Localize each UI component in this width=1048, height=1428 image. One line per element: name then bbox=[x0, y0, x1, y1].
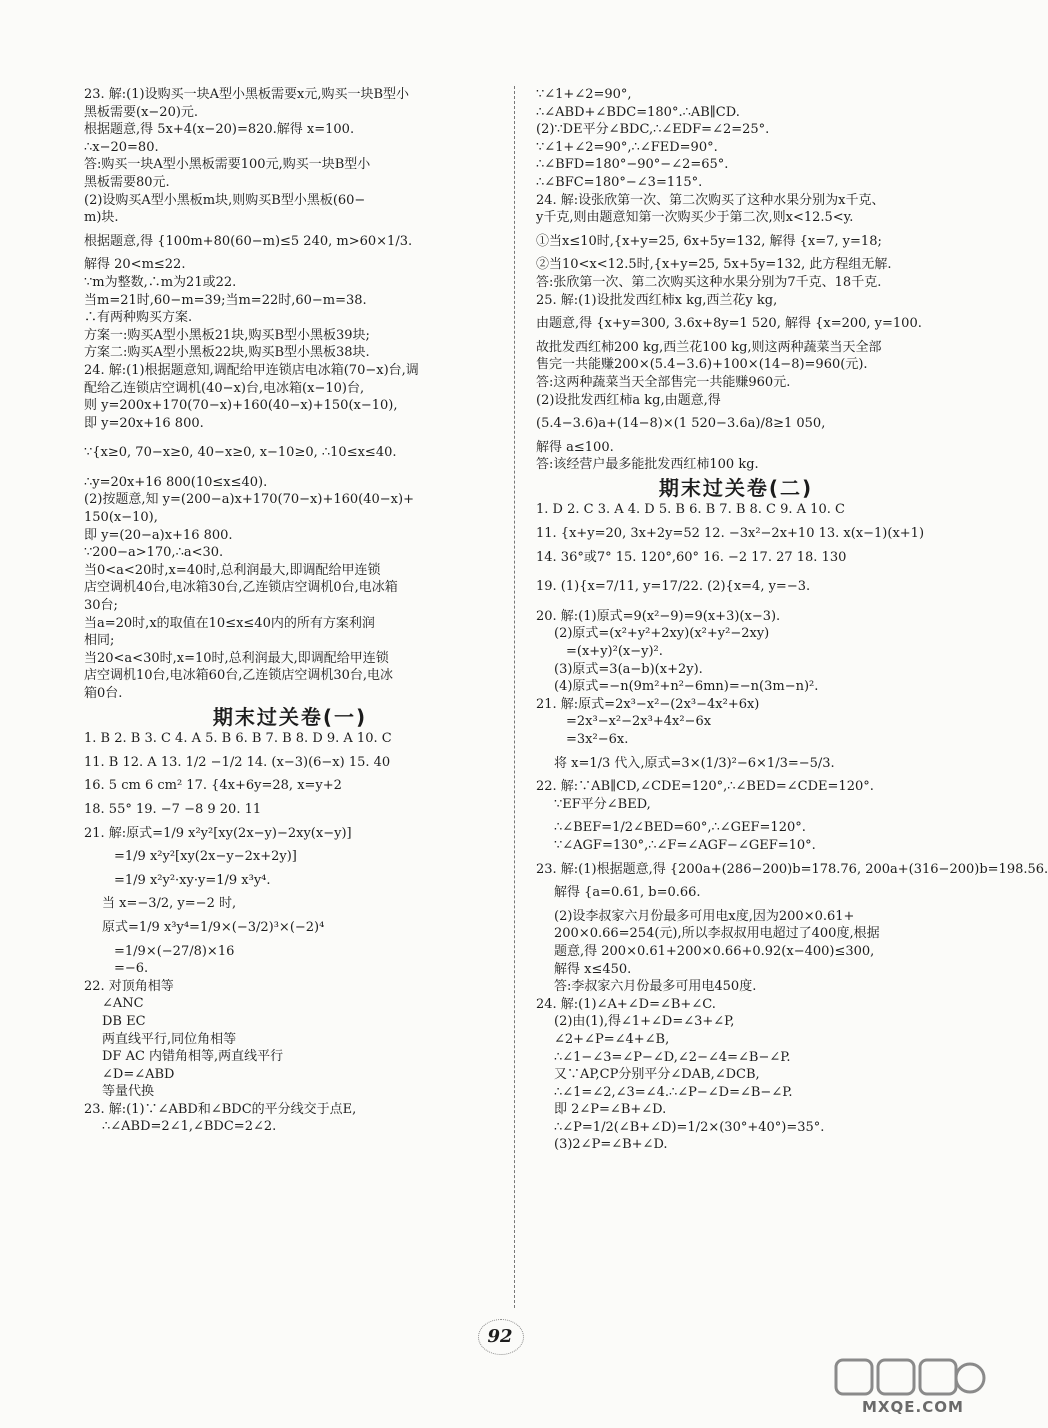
text-line: =3x²−6x. bbox=[566, 732, 629, 747]
text-line: 相同; bbox=[84, 633, 115, 649]
text-line: =(x+y)²(x−y)². bbox=[566, 644, 663, 660]
text-line: 答:李叔家六月份最多可用电450度. bbox=[554, 979, 757, 995]
text-line: 24. 解:设张欣第一次、第二次购买了这种水果分别为x千克、 bbox=[536, 192, 885, 208]
text-line: ∵200−a>170,∴a<30. bbox=[84, 545, 224, 561]
text-line: 150(x−10), bbox=[84, 510, 158, 526]
text-line: 答:这两种蔬菜当天全部售完一共能赚960元. bbox=[536, 374, 791, 390]
text-line: 答:张欣第一次、第二次购买这种水果分别为7千克、18千克. bbox=[536, 274, 882, 290]
text-line: 解得 20<m≤22. bbox=[84, 257, 186, 273]
text-line: ②当10<x<12.5时,{x+y=25, 5x+5y=132, 此方程组无解. bbox=[536, 257, 892, 273]
text-line: 24. 解:(1)∠A+∠D=∠B+∠C. bbox=[536, 996, 716, 1012]
text-line: 故批发西红柿200 kg,西兰花100 kg,则这两种蔬菜当天全部 bbox=[536, 339, 882, 355]
text-line: 21. 解:原式=2x³−x²−(2x³−4x²+6x) bbox=[536, 696, 760, 712]
text-line: DB EC bbox=[102, 1013, 146, 1029]
section-title: 期末过关卷(二) bbox=[658, 475, 814, 500]
text-line: (4)原式=−n(9m²+n²−6mn)=−n(3m−n)². bbox=[554, 679, 819, 695]
text-line: 即 y=20x+16 800. bbox=[84, 415, 204, 431]
text-line: 23. 解:(1)∵∠ABD和∠BDC的平分线交于点E, bbox=[84, 1101, 357, 1117]
text-line: ∠2+∠P=∠4+∠B, bbox=[554, 1031, 670, 1047]
text-line: 20. 解:(1)原式=9(x²−9)=9(x+3)(x−3). bbox=[536, 608, 781, 624]
text-line: 当0<a<20时,x=40时,总利润最大,即调配给甲连锁 bbox=[84, 562, 381, 578]
text-line: 根据题意,得 {100m+80(60−m)≤5 240, m>60×1/3. bbox=[84, 233, 413, 249]
answer-row: 14. 36°或7° 15. 120°,60° 16. −2 17. 27 18. 130 bbox=[536, 549, 847, 565]
text-line: ∴∠1−∠3=∠P−∠D,∠2−∠4=∠B−∠P. bbox=[554, 1049, 791, 1065]
text-line: 店空调机10台,电冰箱60台,乙连锁店空调机30台,电冰 bbox=[84, 668, 394, 684]
page-number: 92 bbox=[470, 1317, 530, 1357]
text-line: (2)原式=(x²+y²+2xy)(x²+y²−2xy) bbox=[554, 626, 770, 642]
text-line: (2)由(1),得∠1+∠D=∠3+∠P, bbox=[554, 1014, 735, 1030]
text-line: ∵EF平分∠BED, bbox=[554, 796, 651, 812]
text-line: 30台; bbox=[84, 598, 118, 614]
text-line: (3)原式=3(a−b)(x+2y). bbox=[554, 661, 703, 677]
text-line: ∴x−20=80. bbox=[84, 139, 159, 155]
text-line: 24. 解:(1)根据题意知,调配给甲连锁店电冰箱(70−x)台,调 bbox=[84, 362, 419, 378]
text-line: (2)设批发西红柿a kg,由题意,得 bbox=[536, 392, 721, 408]
text-line: ∴有两种购买方案. bbox=[84, 310, 193, 326]
text-line: 22. 对顶角相等 bbox=[84, 978, 174, 994]
text-line: (5.4−3.6)a+(14−8)×(1 520−3.6a)/8≥1 050, bbox=[536, 416, 826, 432]
text-line: =1/9 x²y²·xy·y=1/9 x³y⁴. bbox=[114, 872, 271, 888]
text-line: 当a=20时,x的取值在10≤x≤40内的所有方案利润 bbox=[84, 615, 375, 631]
answer-row: 1. D 2. C 3. A 4. D 5. B 6. B 7. B 8. C 9. A 10. C bbox=[536, 502, 845, 518]
text-line: (2)∵DE平分∠BDC,∴∠EDF=∠2=25°. bbox=[536, 122, 770, 138]
answer-row: 16. 5 cm 6 cm² 17. {4x+6y=28, x=y+2 bbox=[84, 778, 342, 794]
text-line: 题意,得 200×0.61+200×0.66+0.92(x−400)≤300, bbox=[554, 943, 875, 959]
text-line: =1/9×(−27/8)×16 bbox=[114, 943, 235, 959]
text-line: 25. 解:(1)设批发西红柿x kg,西兰花y kg, bbox=[536, 292, 778, 308]
text-line: 当20<a<30时,x=10时,总利润最大,即调配给甲连锁 bbox=[84, 650, 389, 666]
text-line: 方案一:购买A型小黑板21块,购买B型小黑板39块; bbox=[84, 327, 370, 343]
text-line: ∴∠BFC=180°−∠3=115°. bbox=[536, 174, 703, 190]
text-line: 黑板需要80元. bbox=[84, 174, 170, 190]
text-line: ①当x≤10时,{x+y=25, 6x+5y=132, 解得 {x=7, y=18; bbox=[536, 233, 882, 249]
text-line: (2)设李叔家六月份最多可用电x度,因为200×0.61+ bbox=[554, 908, 855, 924]
text-line: =2x³−x²−2x³+4x²−6x bbox=[566, 714, 712, 730]
text-line: 店空调机40台,电冰箱30台,乙连锁店空调机0台,电冰箱 bbox=[84, 580, 398, 596]
text-line: 即 y=(20−a)x+16 800. bbox=[84, 527, 233, 543]
text-line: 则 y=200x+170(70−x)+160(40−x)+150(x−10), bbox=[84, 398, 398, 414]
answer-row: 11. {x+y=20, 3x+2y=52 12. −3x²−2x+10 13. x(x−1)(x+1) bbox=[536, 526, 925, 542]
right-column bbox=[536, 86, 1048, 1154]
text-line: ∠D=∠ABD bbox=[102, 1066, 175, 1082]
text-line: 答:该经营户最多能批发西红柿100 kg. bbox=[536, 457, 759, 473]
text-line: ∴∠P=1/2(∠B+∠D)=1/2×(30°+40°)=35°. bbox=[554, 1119, 825, 1135]
text-line: ∵∠1+∠2=90°,∴∠FED=90°. bbox=[536, 139, 718, 155]
text-line: y千克,则由题意知第一次购买少于第二次,则x<12.5<y. bbox=[536, 210, 854, 226]
text-line: ∴∠BFD=180°−90°−∠2=65°. bbox=[536, 157, 729, 173]
text-line: 两直线平行,同位角相等 bbox=[102, 1031, 237, 1047]
text-line: 由题意,得 {x+y=300, 3.6x+8y=1 520, 解得 {x=200, y=100. bbox=[536, 316, 922, 332]
answer-row: 11. B 12. A 13. 1/2 −1/2 14. (x−3)(6−x) 15. 40 bbox=[84, 754, 391, 770]
text-line: 解得 a≤100. bbox=[536, 439, 614, 455]
text-line: (3)2∠P=∠B+∠D. bbox=[554, 1137, 668, 1153]
text-line: 当 x=−3/2, y=−2 时, bbox=[102, 896, 237, 912]
text-line: ∴∠1=∠2,∠3=∠4.∴∠P−∠D=∠B−∠P. bbox=[554, 1084, 793, 1100]
text-line: 售完一共能赚200×(5.4−3.6)+100×(14−8)=960(元). bbox=[536, 357, 868, 373]
text-line: 箱0台. bbox=[84, 686, 123, 701]
text-line: ∴∠BEF=1/2∠BED=60°,∴∠GEF=120°. bbox=[554, 820, 806, 836]
text-line: 当m=21时,60−m=39;当m=22时,60−m=38. bbox=[84, 292, 367, 308]
text-line: =−6. bbox=[114, 961, 149, 977]
text-line: ∴∠ABD+∠BDC=180°.∴AB∥CD. bbox=[536, 104, 740, 120]
text-line: 22. 解:∵AB∥CD,∠CDE=120°,∴∠BED=∠CDE=120°. bbox=[536, 779, 874, 795]
text-line: m)块. bbox=[84, 210, 119, 226]
answer-row: 1. B 2. B 3. C 4. A 5. B 6. B 7. B 8. D 9. A 10. C bbox=[84, 731, 392, 747]
text-line: 即 2∠P=∠B+∠D. bbox=[554, 1102, 667, 1118]
text-line: 解得 x≤450. bbox=[554, 961, 632, 977]
section-title: 期末过关卷(一) bbox=[212, 704, 368, 729]
text-line: 23. 解:(1)设购买一块A型小黑板需要x元,购买一块B型小 bbox=[84, 87, 410, 102]
text-line: ∵∠AGF=130°,∴∠F=∠AGF−∠GEF=10°. bbox=[554, 837, 816, 853]
text-line: ∵{x≥0, 70−x≥0, 40−x≥0, x−10≥0, ∴10≤x≤40. bbox=[84, 445, 397, 461]
text-line: 又∵AP,CP分别平分∠DAB,∠DCB, bbox=[554, 1067, 760, 1083]
left-column bbox=[84, 86, 496, 1136]
text-line: ∵∠1+∠2=90°, bbox=[536, 87, 632, 102]
answer-row: 18. 55° 19. −7 −8 9 20. 11 bbox=[84, 801, 262, 817]
text-line: 200×0.66=254(元),所以李叔叔用电超过了400度,根据 bbox=[554, 926, 880, 942]
text-line: 21. 解:原式=1/9 x²y²[xy(2x−y)−2xy(x−y)] bbox=[84, 825, 352, 841]
text-line: 23. 解:(1)根据题意,得 {200a+(286−200)b=178.76, 200a+(316−200)b=198.56. bbox=[536, 861, 1048, 877]
text-line: DF AC 内错角相等,两直线平行 bbox=[102, 1049, 284, 1065]
text-line: ∵m为整数,∴m为21或22. bbox=[84, 274, 237, 290]
column-divider bbox=[514, 86, 515, 1308]
text-line: 等量代换 bbox=[102, 1084, 155, 1100]
text-line: 原式=1/9 x³y⁴=1/9×(−3/2)³×(−2)⁴ bbox=[102, 919, 325, 935]
text-line: 根据题意,得 5x+4(x−20)=820.解得 x=100. bbox=[84, 122, 355, 138]
text-line: 黑板需要(x−20)元. bbox=[84, 104, 199, 120]
text-line: (2)按题意,知 y=(200−a)x+170(70−x)+160(40−x)+ bbox=[84, 492, 414, 508]
text-line: 配给乙连锁店空调机(40−x)台,电冰箱(x−10)台, bbox=[84, 380, 365, 396]
text-line: =1/9 x²y²[xy(2x−y−2x+2y)] bbox=[114, 849, 297, 865]
text-line: 解得 {a=0.61, b=0.66. bbox=[554, 885, 701, 901]
text-line: ∴∠ABD=2∠1,∠BDC=2∠2. bbox=[102, 1119, 277, 1135]
text-line: 将 x=1/3 代入,原式=3×(1/3)²−6×1/3=−5/3. bbox=[554, 755, 835, 771]
text-line: ∠ANC bbox=[102, 996, 144, 1012]
text-line: (2)设购买A型小黑板m块,则购买B型小黑板(60− bbox=[84, 192, 366, 208]
text-line: ∴y=20x+16 800(10≤x≤40). bbox=[84, 474, 268, 490]
text-line: 方案二:购买A型小黑板22块,购买B型小黑板38块. bbox=[84, 345, 370, 361]
answer-row: 19. (1){x=7/11, y=17/22. (2){x=4, y=−3. bbox=[536, 579, 811, 595]
text-line: 答:购买一块A型小黑板需要100元,购买一块B型小 bbox=[84, 157, 371, 173]
watermark-text: MXQE.COM bbox=[862, 1398, 964, 1416]
